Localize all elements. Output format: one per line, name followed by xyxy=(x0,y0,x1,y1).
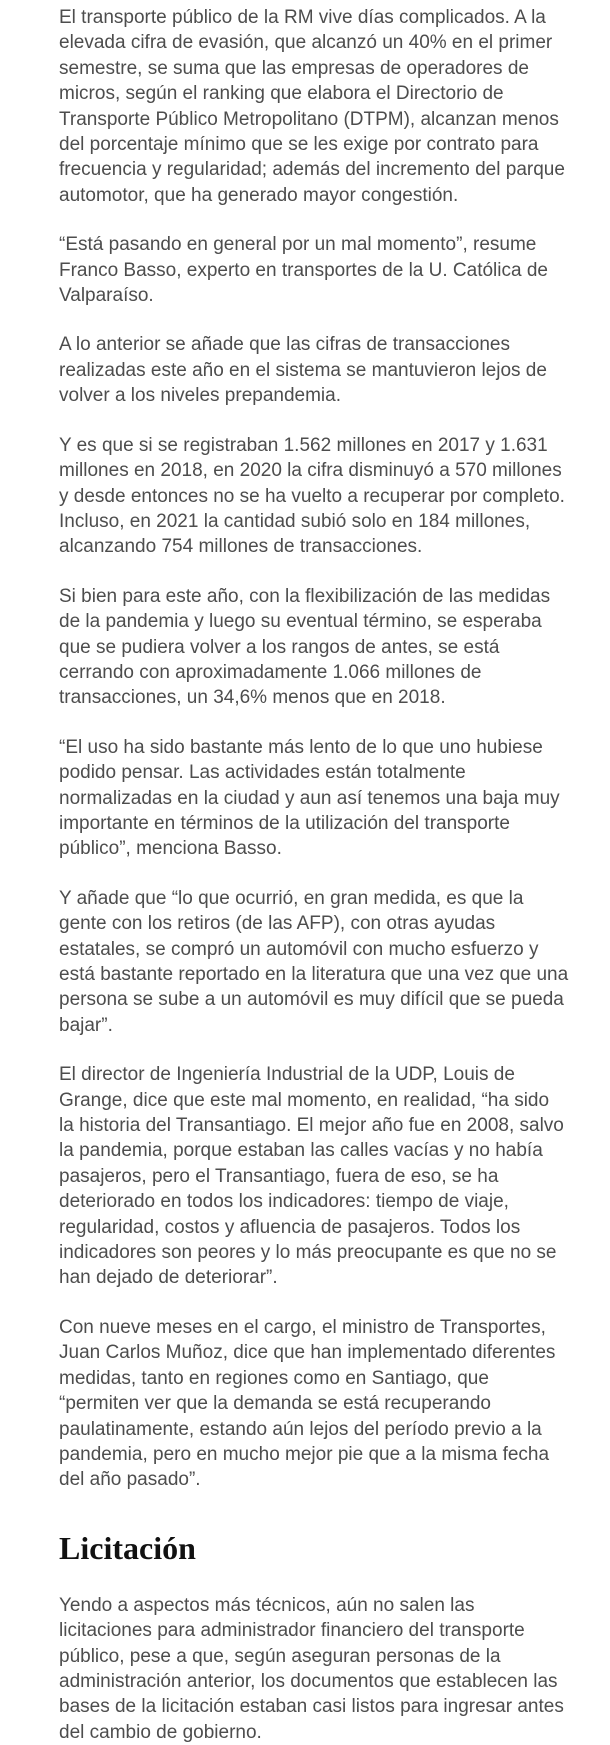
article-paragraph: El transporte público de la RM vive días complicados. A la elevada cifra de evasión, que alcanzó un 40% en el primer semestre, se suma que las empresas de operadores de micros, según el ranking que elabora el Directorio de Transporte Público Metropolitano (DTPM), alcanzan menos del porcentaje mínimo que se les exige por contrato para frecuencia y regularidad; además del incremento del parque automotor, que ha generado mayor congestión. xyxy=(59,7,565,206)
section-heading: Licitación xyxy=(59,1529,196,1566)
article-paragraph: Si bien para este año, con la flexibilización de las medidas de la pandemia y luego su eventual término, se esperaba que se pudiera volver a los rangos de antes, se está cerrando con aproximadamente 1.066 millones de transacciones, un 34,6% menos que en 2018. xyxy=(59,585,551,709)
article-paragraph: Yendo a aspectos más técnicos, aún no salen las licitaciones para administrador financiero del transporte público, pese a que, según aseguran personas de la administración anterior, los documentos que establecen las bases de la licitación estaban casi listos para ingresar antes del cambio de gobierno. xyxy=(59,1594,564,1743)
article-paragraph: Y añade que “lo que ocurrió, en gran medida, es que la gente con los retiros (de las AFP), con otras ayudas estatales, se compró un automóvil con mucho esfuerzo y está bastante reportado en la literatura que una vez que una persona se sube a un automóvil es muy difícil que se pueda bajar”. xyxy=(59,887,569,1036)
article-paragraph: El director de Ingeniería Industrial de la UDP, Louis de Grange, dice que este mal momento, en realidad, “ha sido la historia del Transantiago. El mejor año fue en 2008, salvo la pandemia, porque estaban las calles vacías y no había pasajeros, pero el Transantiago, fuera de eso, se ha deteriorado en todos los indicadores: tiempo de viaje, regularidad, costos y afluencia de pasajeros. Todos los indicadores son peores y lo más preocupante es que no se han dejado de deteriorar”. xyxy=(59,1064,564,1289)
article-paragraph: Con nueve meses en el cargo, el ministro de Transportes, Juan Carlos Muñoz, dice que han implementado diferentes medidas, tanto en regiones como en Santiago, que “permiten ver que la demanda se está recuperando paulatinamente, estando aún lejos del período previo a la pandemia, pero en mucho mejor pie que a la misma fecha del año pasado”. xyxy=(59,1316,556,1491)
article-paragraph: “Está pasando en general por un mal momento”, resume Franco Basso, experto en transportes de la U. Católica de Valparaíso. xyxy=(59,234,548,307)
article-paragraph: A lo anterior se añade que las cifras de transacciones realizadas este año en el sistema se mantuvieron lejos de volver a los niveles prepandemia. xyxy=(59,334,547,407)
article-paragraph: Y es que si se registraban 1.562 millones en 2017 y 1.631 millones en 2018, en 2020 la cifra disminuyó a 570 millones y desde entonces no se ha vuelto a recuperar por completo. Incluso, en 2021 la cantidad subió solo en 184 millones, alcanzando 754 millones de transacciones. xyxy=(59,434,565,558)
article-paragraph: “El uso ha sido bastante más lento de lo que uno hubiese podido pensar. Las actividades están totalmente normalizadas en la ciudad y aun así tenemos una baja muy importante en términos de la utilización del transporte público”, menciona Basso. xyxy=(59,736,560,860)
